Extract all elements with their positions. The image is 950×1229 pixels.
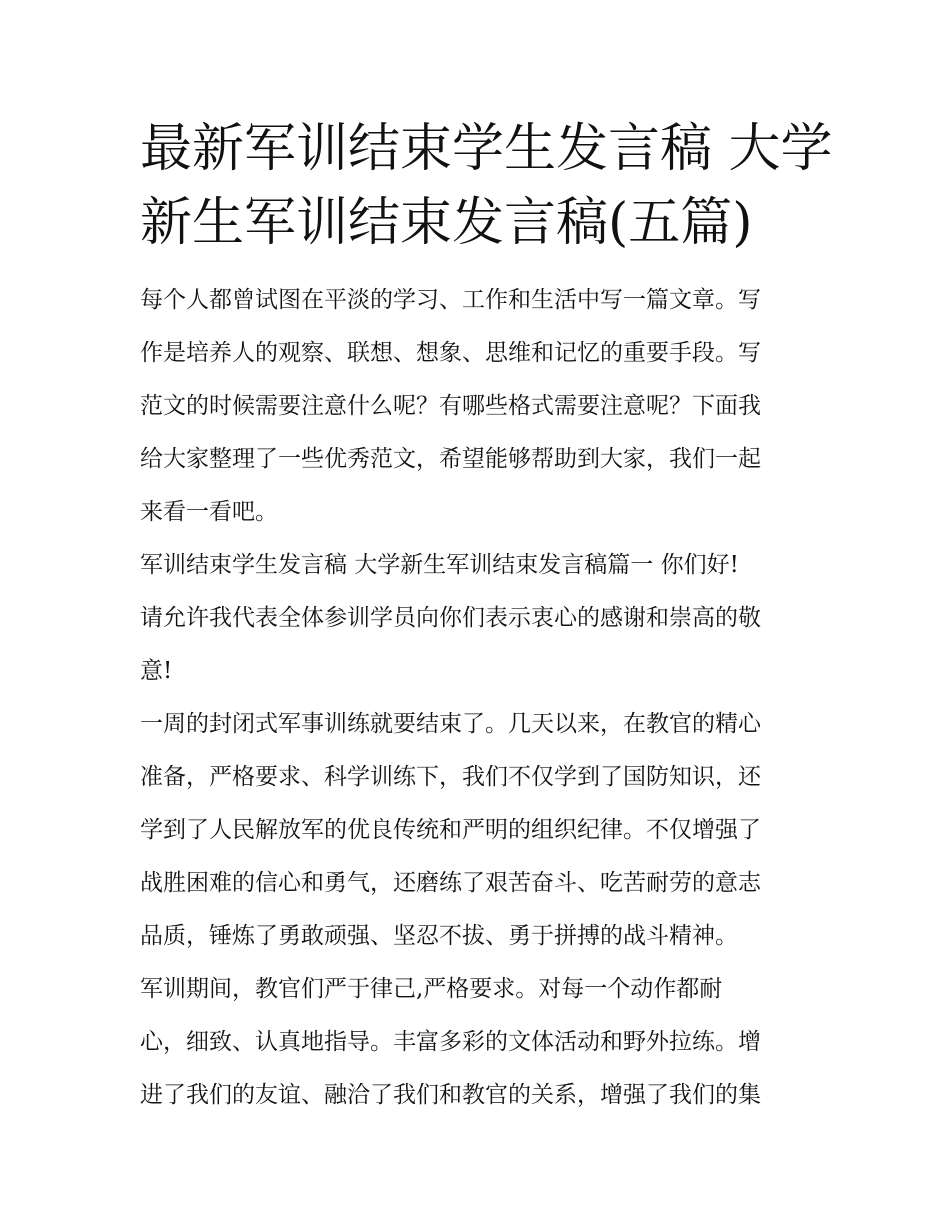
body-line: 军训结束学生发言稿 大学新生军训结束发言稿篇一 你们好! [140,552,739,578]
body-line: 作是培养人的观察、联想、想象、思维和记忆的重要手段。写 [140,340,761,366]
title-line: 最新军训结束学生发言稿 大学 [140,119,833,179]
body-line: 每个人都曾试图在平淡的学习、工作和生活中写一篇文章。写 [140,287,761,313]
body-line: 品质，锤炼了勇敢顽强、坚忍不拔、勇于拼搏的战斗精神。 [140,923,738,949]
body-line: 进了我们的友谊、融洽了我们和教官的关系，增强了我们的集 [140,1082,761,1108]
body-line: 意! [140,658,173,684]
title-line: 新生军训结束发言稿(五篇) [140,193,753,253]
body-line: 心，细致、认真地指导。丰富多彩的文体活动和野外拉练。增 [140,1029,761,1055]
body-line: 准备，严格要求、科学训练下，我们不仅学到了国防知识，还 [140,764,761,790]
body-line: 一周的封闭式军事训练就要结束了。几天以来，在教官的精心 [140,711,761,737]
body-line: 给大家整理了一些优秀范文，希望能够帮助到大家，我们一起 [140,446,761,472]
document-title [140,112,833,260]
body-line: 请允许我代表全体参训学员向你们表示衷心的感谢和崇高的敬 [140,605,761,631]
body-line: 来看一看吧。 [140,499,278,525]
body-line: 范文的时候需要注意什么呢？有哪些格式需要注意呢？下面我 [140,393,761,419]
body-line: 战胜困难的信心和勇气，还磨练了艰苦奋斗、吃苦耐劳的意志 [140,870,761,896]
document-body [140,278,820,1126]
body-line: 军训期间，教官们严于律己,严格要求。对每一个动作都耐 [140,976,723,1002]
body-line: 学到了人民解放军的优良传统和严明的组织纪律。不仅增强了 [140,817,761,843]
